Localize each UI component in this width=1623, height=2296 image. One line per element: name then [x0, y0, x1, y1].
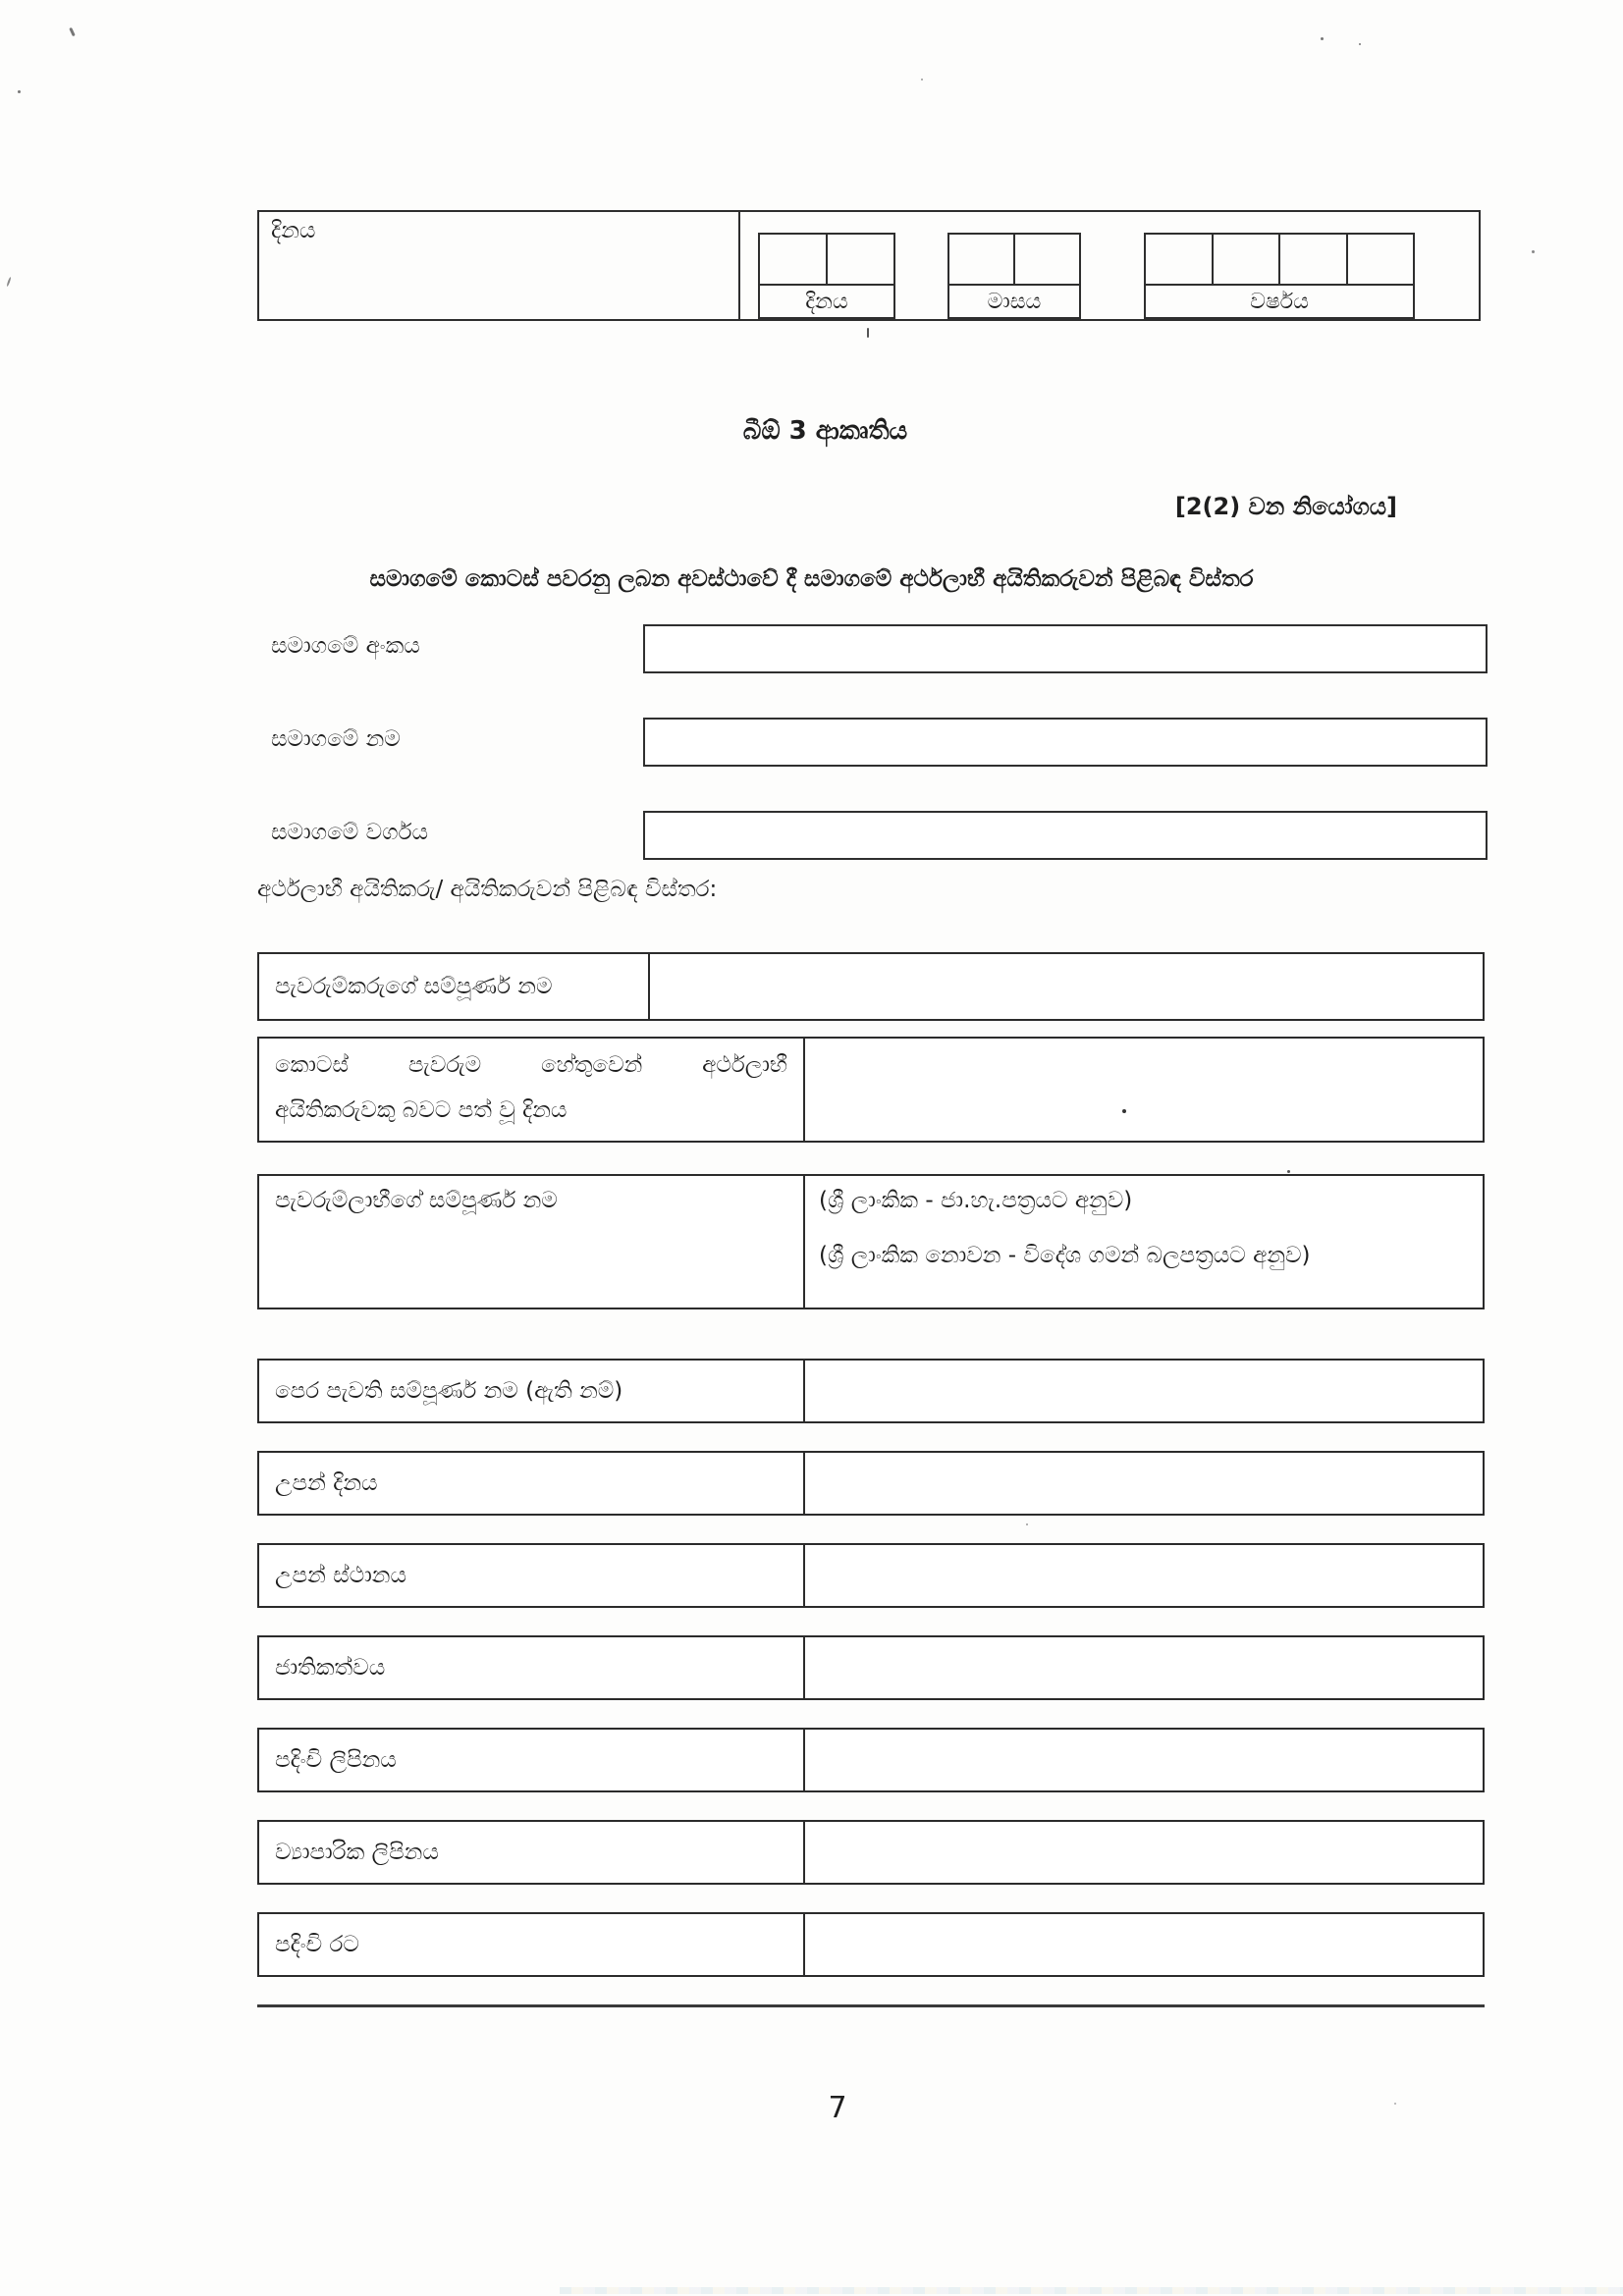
- year-cell: [1346, 235, 1414, 284]
- footer-rule: [257, 2004, 1485, 2007]
- scan-speck: [1287, 1170, 1290, 1173]
- day-box: [758, 233, 895, 319]
- date-box-divider: [738, 212, 740, 319]
- passport-note-line: (ශ්‍රී ලාංකික නොවන - විදේශ ගමන් බලපත්‍රයට අනුව): [819, 1243, 1311, 1268]
- table-row-transferor-name: [257, 952, 1485, 1021]
- table-row-birth-place: [257, 1543, 1485, 1608]
- date-entry-box: [257, 210, 1481, 321]
- year-cell: [1212, 235, 1279, 284]
- table-row-transferee-name: [257, 1174, 1485, 1309]
- row-value-cell: [805, 1730, 1483, 1790]
- table-row-former-name: [257, 1359, 1485, 1423]
- company-number-label: සමාගමේ අංකය: [271, 633, 420, 659]
- form-title: බීඕ 3 ආකෘතිය: [742, 416, 908, 446]
- table-row-birth-date: [257, 1451, 1485, 1516]
- row-value-cell: [805, 1545, 1483, 1606]
- row-label: පදිංචි ලිපිනය: [259, 1730, 805, 1790]
- row-label: පැවරුම්ලාභීගේ සම්පූර්ණ නම: [259, 1176, 805, 1308]
- row-value-cell: [650, 954, 1483, 1019]
- company-name-box: [643, 718, 1488, 767]
- table-row-business-address: [257, 1820, 1485, 1885]
- company-type-box: [643, 811, 1488, 860]
- company-number-box: [643, 624, 1488, 673]
- day-cell: [826, 235, 893, 284]
- row-label-line1: කොටස් පැවරුම හේතුවෙන් අර්ථලාභී: [275, 1052, 787, 1078]
- day-cell: [760, 235, 826, 284]
- row-label: උපන් ස්ථානය: [259, 1545, 805, 1606]
- month-label: මාසය: [987, 289, 1042, 314]
- row-label-line2: අයිතිකරුවකු බවට පත් වූ දිනය: [275, 1097, 568, 1123]
- month-cell: [1013, 235, 1079, 284]
- day-cells: [760, 235, 893, 286]
- table-row-residential-address: [257, 1728, 1485, 1792]
- month-box: [947, 233, 1081, 319]
- scan-speck: [1026, 1523, 1028, 1525]
- table-row-nationality: [257, 1635, 1485, 1700]
- scan-artifact-strip: [560, 2287, 1623, 2294]
- row-value-cell: [805, 1361, 1483, 1421]
- year-label: වර්ෂය: [1250, 289, 1309, 314]
- nic-note-line: (ශ්‍රී ලාංකික - ජා.හැ.පත්‍රයට අනුව): [819, 1188, 1133, 1213]
- scan-speck: [1321, 37, 1324, 40]
- row-value-cell: [805, 1822, 1483, 1883]
- year-cell: [1278, 235, 1346, 284]
- row-label: උපන් දිනය: [259, 1453, 805, 1514]
- form-description: සමාගමේ කොටස් පවරනු ලබන අවස්ථාවේ දී සමාගමේ අර්ථලාභී අයිතිකරුවන් පිළිබඳ විස්තර: [369, 566, 1254, 592]
- row-label: පදිංචි රට: [259, 1914, 805, 1975]
- table-row-residence-country: [257, 1912, 1485, 1977]
- regulation-reference: [2(2) වන නියෝගය]: [1174, 493, 1397, 520]
- scan-speck: [1359, 43, 1361, 45]
- row-value-cell: [805, 1637, 1483, 1698]
- row-value-cell: [805, 1176, 1483, 1308]
- row-label: ජාතිකත්වය: [259, 1637, 805, 1698]
- year-cell: [1146, 235, 1212, 284]
- year-box: [1144, 233, 1415, 319]
- page-number: 7: [828, 2091, 847, 2125]
- table-row-transfer-date: [257, 1037, 1485, 1143]
- scan-speck: [6, 277, 11, 287]
- row-value-cell: [805, 1914, 1483, 1975]
- date-label: දිනය: [271, 218, 316, 243]
- scan-speck: [18, 90, 21, 93]
- scan-speck: [1122, 1109, 1126, 1113]
- row-label: පැවරුම්කරුගේ සම්පූර්ණ නම: [259, 954, 650, 1019]
- row-label: ව්‍යාපාරික ලිපිනය: [259, 1822, 805, 1883]
- scan-speck: [69, 27, 76, 36]
- scan-speck: [867, 328, 869, 338]
- beneficial-owner-section-heading: අර්ථලාභී අයිතිකරු/ අයිතිකරුවන් පිළිබඳ විස්තර:: [257, 877, 718, 902]
- company-type-label: සමාගමේ වර්ගය: [271, 820, 429, 845]
- row-label: [259, 1039, 805, 1141]
- month-cell: [949, 235, 1013, 284]
- day-label: දිනය: [805, 289, 848, 314]
- row-label: පෙර පැවති සම්පූර්ණ නම (ඇති නම්): [259, 1361, 805, 1421]
- company-name-label: සමාගමේ නම: [271, 726, 401, 752]
- year-cells: [1146, 235, 1413, 286]
- row-value-cell: [805, 1453, 1483, 1514]
- scan-speck: [921, 79, 923, 80]
- scan-speck: [1394, 2103, 1396, 2105]
- row-value-cell: [805, 1039, 1483, 1141]
- month-cells: [949, 235, 1079, 286]
- scan-speck: [1532, 250, 1535, 253]
